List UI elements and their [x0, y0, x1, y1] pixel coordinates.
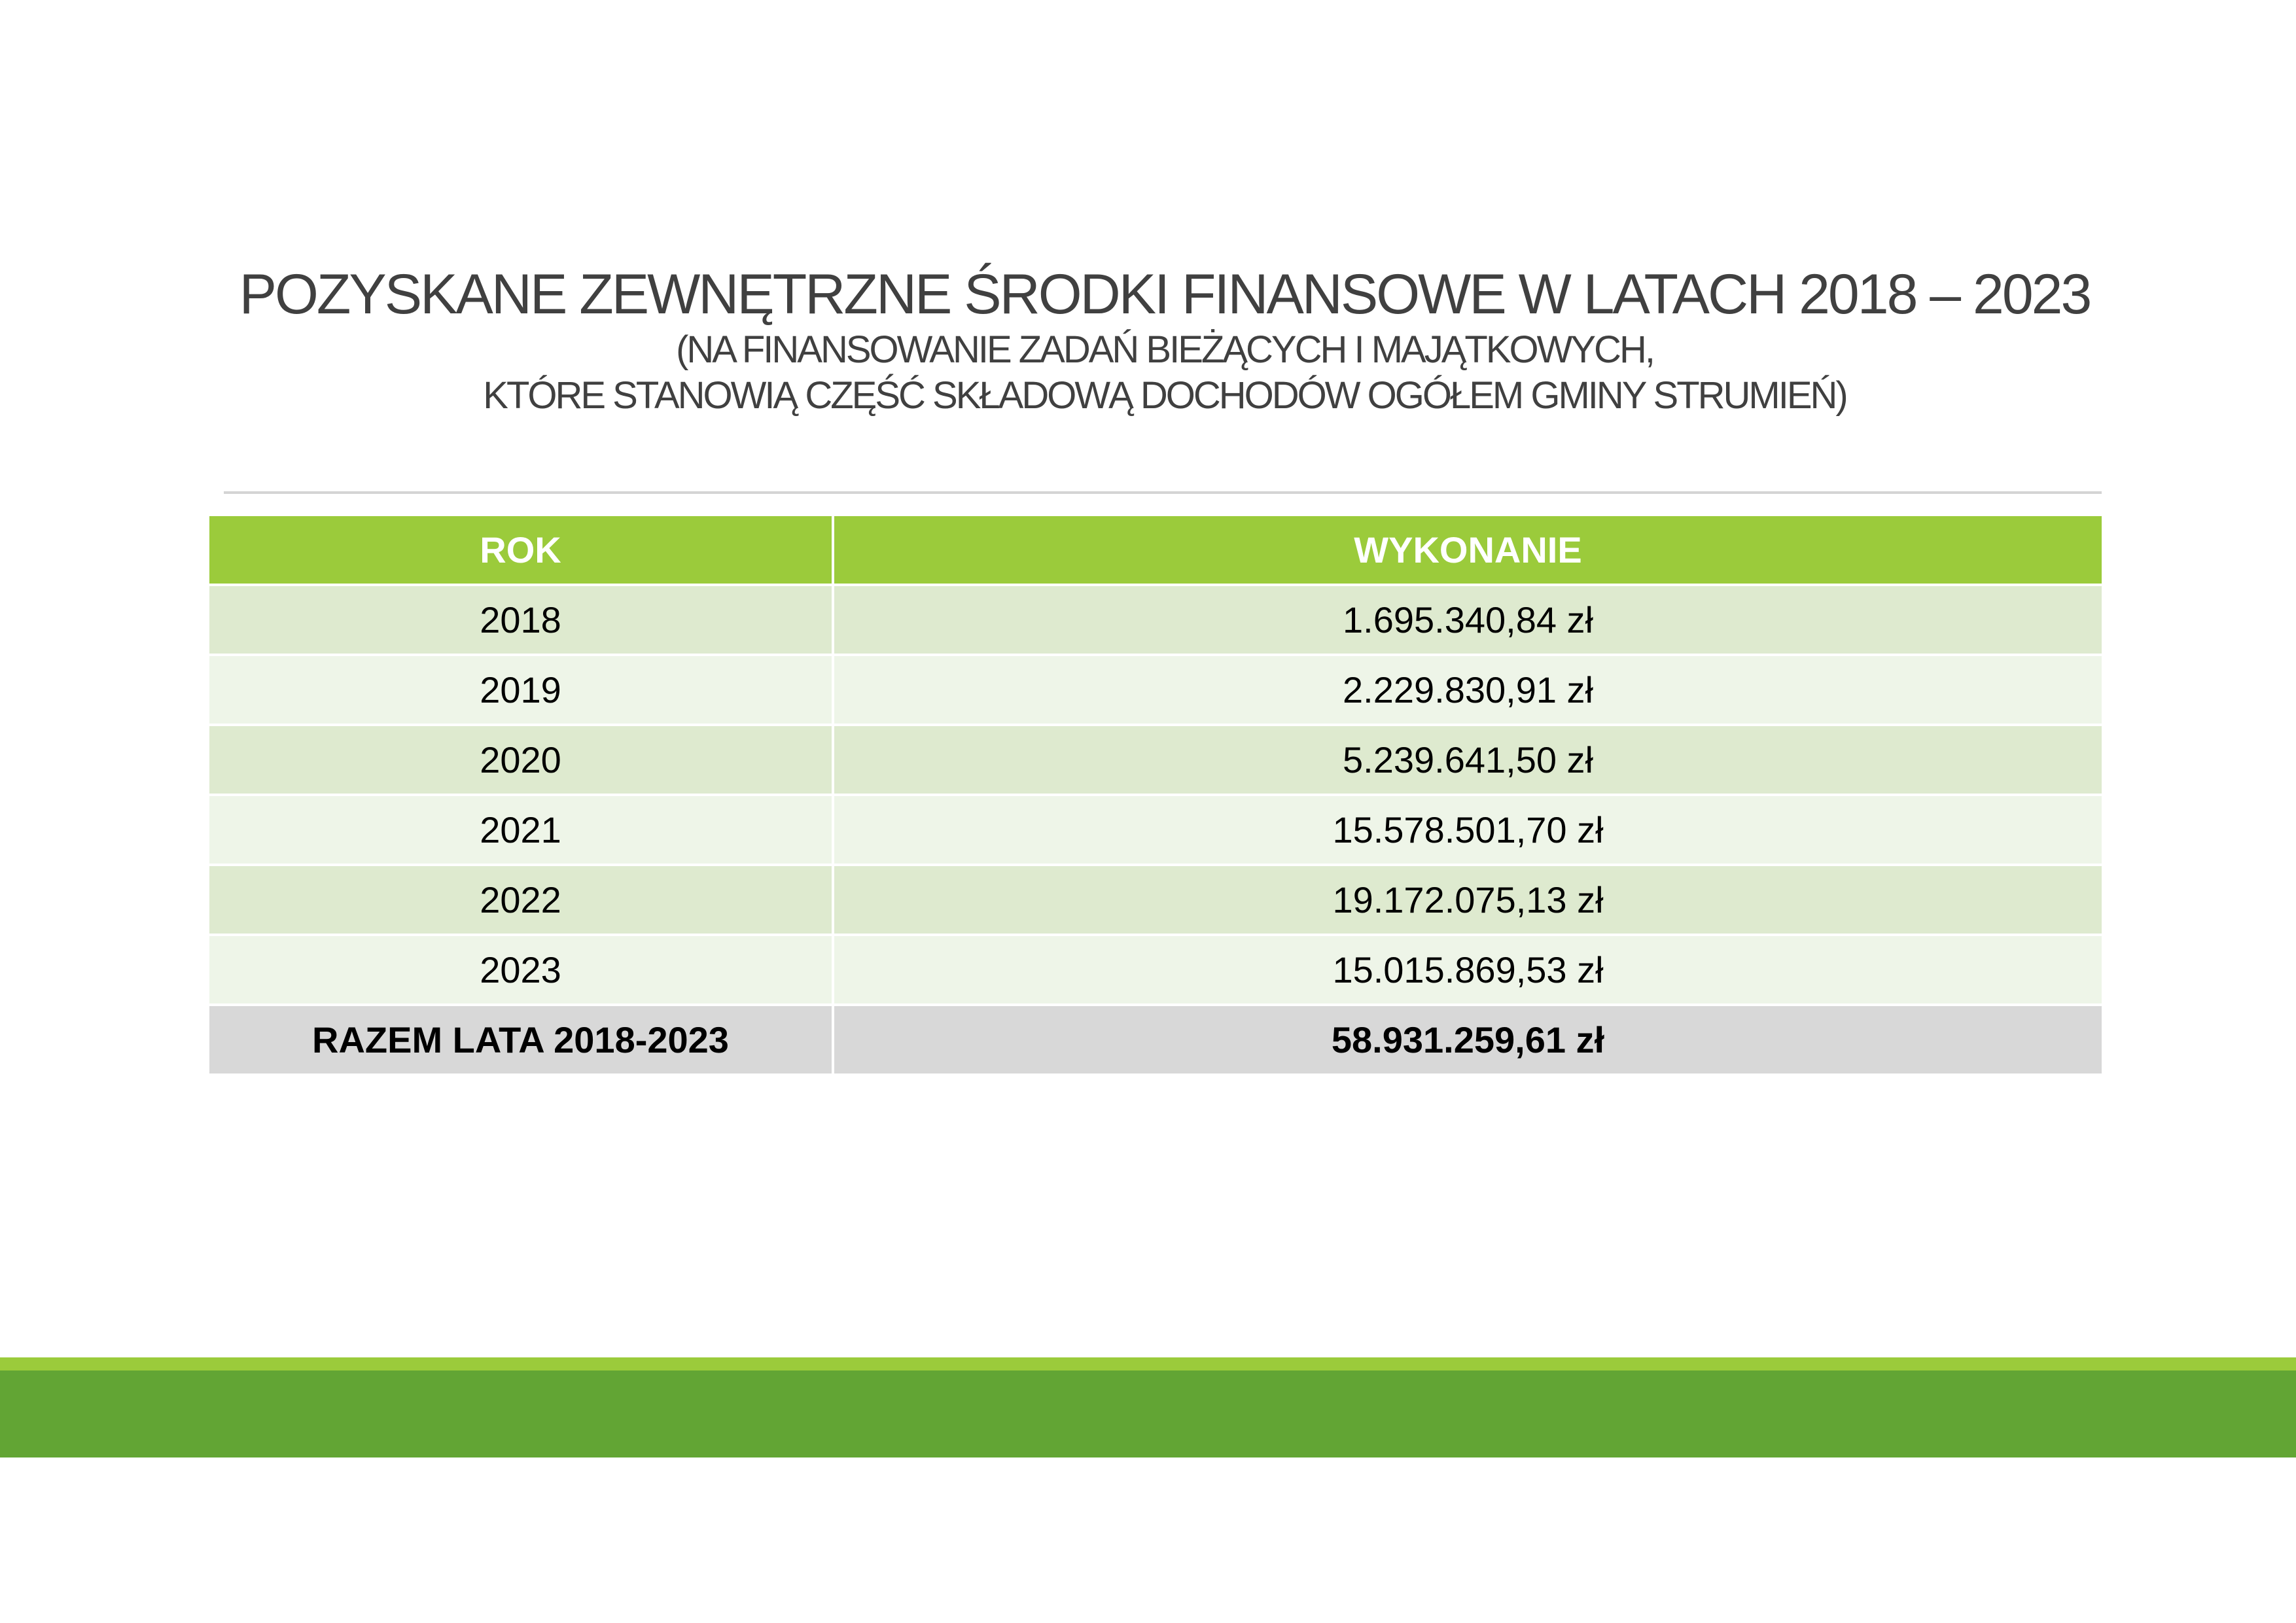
title-block	[196, 262, 2133, 419]
footer-band-dark	[0, 1370, 2296, 1457]
year-cell: 2020	[208, 725, 833, 795]
total-value: 58.931.259,61 zł	[833, 1005, 2103, 1075]
table-header-row	[208, 515, 2103, 585]
value-cell: 2.229.830,91 zł	[833, 655, 2103, 725]
divider	[224, 491, 2102, 494]
value-cell: 15.578.501,70 zł	[833, 795, 2103, 865]
table-row	[208, 935, 2103, 1005]
table-row	[208, 865, 2103, 935]
year-cell: 2023	[208, 935, 833, 1005]
column-header-year: ROK	[208, 515, 833, 585]
table-row	[208, 585, 2103, 655]
table-row	[208, 795, 2103, 865]
page-subtitle-line-2: KTÓRE STANOWIĄ CZĘŚĆ SKŁADOWĄ DOCHODÓW OGÓŁEM GMINY STRUMIEŃ)	[483, 374, 1846, 417]
total-row	[208, 1005, 2103, 1075]
page-title: POZYSKANE ZEWNĘTRZNE ŚRODKI FINANSOWE W LATACH 2018 – 2023	[239, 263, 2091, 326]
value-cell: 15.015.869,53 zł	[833, 935, 2103, 1005]
column-header-execution: WYKONANIE	[833, 515, 2103, 585]
page-subtitle-line-1: (NA FINANSOWANIE ZADAŃ BIEŻĄCYCH I MAJĄTKOWYCH,	[676, 328, 1653, 371]
year-cell: 2022	[208, 865, 833, 935]
footer-band-light	[0, 1357, 2296, 1370]
value-cell: 19.172.075,13 zł	[833, 865, 2103, 935]
year-cell: 2018	[208, 585, 833, 655]
value-cell: 1.695.340,84 zł	[833, 585, 2103, 655]
funds-table	[207, 514, 2104, 1076]
table-row	[208, 725, 2103, 795]
total-label: RAZEM LATA 2018-2023	[208, 1005, 833, 1075]
table-row	[208, 655, 2103, 725]
year-cell: 2021	[208, 795, 833, 865]
value-cell: 5.239.641,50 zł	[833, 725, 2103, 795]
year-cell: 2019	[208, 655, 833, 725]
